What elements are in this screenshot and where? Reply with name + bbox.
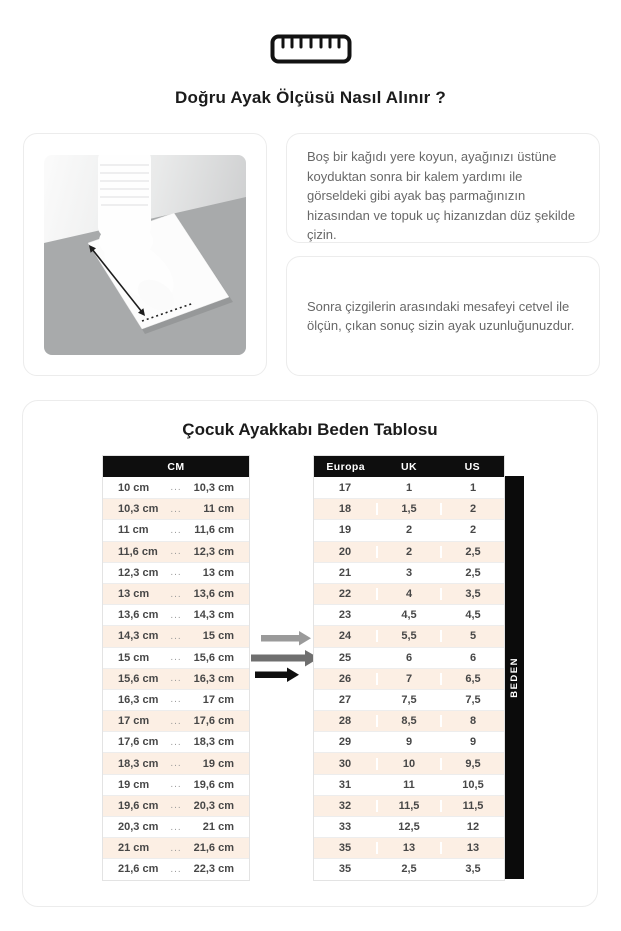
range-dots: ... bbox=[170, 736, 182, 748]
table-row bbox=[103, 689, 249, 710]
cm-from-value: 17,6 cm bbox=[118, 736, 159, 749]
uk-size: 6 bbox=[376, 652, 440, 664]
range-dots: ... bbox=[170, 524, 182, 536]
us-size: 7,5 bbox=[440, 694, 504, 706]
uk-size: 3 bbox=[376, 567, 440, 579]
cm-to-value: 13,6 cm bbox=[193, 588, 234, 601]
europa-size: 32 bbox=[338, 799, 352, 812]
us-size: 9 bbox=[440, 736, 504, 748]
cm-to-value: 13 cm bbox=[202, 566, 234, 579]
uk-size: 1 bbox=[376, 482, 440, 494]
cm-table-header bbox=[103, 456, 249, 477]
table-row bbox=[314, 858, 504, 879]
cm-to-value: 16,3 cm bbox=[193, 672, 234, 685]
instruction-step-1-text: Boş bir kağıdı yere koyun, ayağınızı üstüne koyduktan sonra bir kalem yardımı ile görseldeki gibi ayak baş parmağınızın hizasından ve topuk uç hizanızdan düz şekilde çizin. bbox=[307, 149, 576, 242]
europa-size: 25 bbox=[338, 651, 352, 664]
europa-size: 35 bbox=[338, 863, 352, 876]
cm-to-value: 11,6 cm bbox=[194, 524, 234, 537]
us-size: 12 bbox=[440, 821, 504, 833]
uk-size: 2 bbox=[376, 524, 440, 536]
table-row bbox=[314, 710, 504, 731]
instruction-step-2 bbox=[286, 256, 600, 376]
cm-to-value: 18,3 cm bbox=[193, 736, 234, 749]
us-size: 13 bbox=[440, 842, 504, 854]
europa-size: 17 bbox=[338, 481, 352, 494]
cm-to-value: 22,3 cm bbox=[193, 863, 234, 876]
cm-from-value: 13,6 cm bbox=[118, 609, 159, 622]
cm-table bbox=[102, 455, 250, 881]
uk-size: 5,5 bbox=[376, 630, 440, 642]
europa-size: 24 bbox=[338, 630, 352, 643]
range-dots: ... bbox=[170, 694, 182, 706]
foot-measurement-photo bbox=[44, 155, 246, 355]
range-dots: ... bbox=[170, 503, 182, 515]
table-row bbox=[103, 562, 249, 583]
us-size: 4,5 bbox=[440, 609, 504, 621]
uk-size: 9 bbox=[376, 736, 440, 748]
europa-size: 26 bbox=[338, 672, 352, 685]
foot-photo-card bbox=[23, 133, 267, 376]
uk-size: 13 bbox=[376, 842, 440, 854]
cm-to-value: 15,6 cm bbox=[193, 651, 234, 664]
cm-from-value: 20,3 cm bbox=[118, 821, 159, 834]
table-row bbox=[103, 583, 249, 604]
cm-from-value: 11 cm bbox=[118, 524, 149, 537]
table-row bbox=[314, 477, 504, 498]
table-row bbox=[314, 519, 504, 540]
cm-to-value: 12,3 cm bbox=[193, 545, 234, 558]
table-row bbox=[314, 583, 504, 604]
table-row bbox=[103, 837, 249, 858]
uk-size: 1,5 bbox=[376, 503, 440, 515]
uk-size: 4,5 bbox=[376, 609, 440, 621]
table-row bbox=[103, 752, 249, 773]
page-title: Doğru Ayak Ölçüsü Nasıl Alınır ? bbox=[175, 88, 446, 107]
table-row bbox=[314, 731, 504, 752]
cm-from-value: 16,3 cm bbox=[118, 693, 159, 706]
us-size: 2 bbox=[440, 524, 504, 536]
table-row bbox=[314, 816, 504, 837]
europa-size: 27 bbox=[338, 693, 352, 706]
europa-size: 20 bbox=[338, 545, 352, 558]
table-row bbox=[314, 795, 504, 816]
range-dots: ... bbox=[170, 863, 182, 875]
table-row bbox=[314, 752, 504, 773]
international-size-table bbox=[313, 455, 505, 881]
table-row bbox=[103, 710, 249, 731]
range-dots: ... bbox=[170, 779, 182, 791]
instruction-step-1 bbox=[286, 133, 600, 243]
header-us: US bbox=[464, 460, 481, 473]
cm-from-value: 15 cm bbox=[118, 651, 150, 664]
us-size: 6,5 bbox=[440, 673, 504, 685]
us-size: 10,5 bbox=[440, 779, 504, 791]
range-dots: ... bbox=[170, 673, 182, 685]
us-size: 9,5 bbox=[440, 758, 504, 770]
range-dots: ... bbox=[170, 800, 182, 812]
header-europa: Europa bbox=[326, 460, 365, 473]
table-row bbox=[314, 625, 504, 646]
us-size: 5 bbox=[440, 630, 504, 642]
europa-size: 35 bbox=[338, 842, 352, 855]
europa-size: 31 bbox=[338, 778, 352, 791]
europa-size: 28 bbox=[338, 715, 352, 728]
range-dots: ... bbox=[170, 821, 182, 833]
table-row bbox=[103, 774, 249, 795]
europa-size: 18 bbox=[338, 503, 352, 516]
cm-to-value: 21 cm bbox=[202, 821, 234, 834]
europa-size: 19 bbox=[338, 524, 352, 537]
cm-from-value: 14,3 cm bbox=[118, 630, 159, 643]
range-dots: ... bbox=[170, 588, 182, 600]
us-size: 6 bbox=[440, 652, 504, 664]
us-size: 3,5 bbox=[440, 863, 504, 875]
cm-from-value: 11,6 cm bbox=[118, 545, 158, 558]
uk-size: 2,5 bbox=[376, 863, 440, 875]
table-row bbox=[103, 498, 249, 519]
beden-label: BEDEN bbox=[509, 657, 520, 698]
europa-size: 22 bbox=[338, 588, 352, 601]
size-chart-title: Çocuk Ayakkabı Beden Tablosu bbox=[182, 420, 438, 439]
table-row bbox=[103, 858, 249, 879]
range-dots: ... bbox=[170, 758, 182, 770]
us-size: 2,5 bbox=[440, 567, 504, 579]
uk-size: 8,5 bbox=[376, 715, 440, 727]
transfer-arrows-icon bbox=[249, 630, 321, 687]
cm-from-value: 18,3 cm bbox=[118, 757, 159, 770]
cm-from-value: 21 cm bbox=[118, 842, 150, 855]
range-dots: ... bbox=[170, 652, 182, 664]
table-row bbox=[103, 795, 249, 816]
cm-to-value: 21,6 cm bbox=[193, 842, 234, 855]
cm-to-value: 20,3 cm bbox=[193, 799, 234, 812]
table-row bbox=[103, 519, 249, 540]
cm-header-label: CM bbox=[167, 460, 185, 473]
cm-to-value: 17,6 cm bbox=[193, 715, 234, 728]
cm-to-value: 17 cm bbox=[202, 693, 234, 706]
cm-from-value: 17 cm bbox=[118, 715, 150, 728]
uk-size: 7,5 bbox=[376, 694, 440, 706]
cm-to-value: 19,6 cm bbox=[193, 778, 234, 791]
europa-size: 33 bbox=[338, 821, 352, 834]
us-size: 2,5 bbox=[440, 546, 504, 558]
beden-bar bbox=[505, 476, 524, 879]
table-row bbox=[314, 541, 504, 562]
cm-to-value: 19 cm bbox=[202, 757, 234, 770]
cm-from-value: 19,6 cm bbox=[118, 799, 159, 812]
range-dots: ... bbox=[170, 715, 182, 727]
cm-from-value: 15,6 cm bbox=[118, 672, 159, 685]
instruction-step-2-text: Sonra çizgilerin arasındaki mesafeyi cetvel ile ölçün, çıkan sonuç sizin ayak uzunluğunuzdur. bbox=[307, 298, 575, 333]
cm-from-value: 21,6 cm bbox=[118, 863, 159, 876]
cm-to-value: 15 cm bbox=[202, 630, 234, 643]
table-row bbox=[314, 668, 504, 689]
cm-from-value: 10 cm bbox=[118, 481, 150, 494]
europa-size: 23 bbox=[338, 609, 352, 622]
us-size: 11,5 bbox=[440, 800, 504, 812]
us-size: 3,5 bbox=[440, 588, 504, 600]
cm-from-value: 10,3 cm bbox=[118, 503, 159, 516]
uk-size: 2 bbox=[376, 546, 440, 558]
cm-from-value: 12,3 cm bbox=[118, 566, 159, 579]
table-row bbox=[103, 647, 249, 668]
uk-size: 7 bbox=[376, 673, 440, 685]
table-row bbox=[314, 562, 504, 583]
range-dots: ... bbox=[170, 630, 182, 642]
europa-size: 21 bbox=[338, 566, 352, 579]
table-row bbox=[103, 816, 249, 837]
cm-to-value: 14,3 cm bbox=[193, 609, 234, 622]
range-dots: ... bbox=[170, 546, 182, 558]
us-size: 1 bbox=[440, 482, 504, 494]
uk-size: 11 bbox=[376, 779, 440, 791]
table-row bbox=[314, 604, 504, 625]
table-row bbox=[314, 689, 504, 710]
range-dots: ... bbox=[170, 842, 182, 854]
header-uk: UK bbox=[401, 460, 417, 473]
range-dots: ... bbox=[170, 567, 182, 579]
table-row bbox=[314, 837, 504, 858]
table-row bbox=[314, 774, 504, 795]
range-dots: ... bbox=[170, 609, 182, 621]
table-row bbox=[314, 498, 504, 519]
europa-size: 29 bbox=[338, 736, 352, 749]
table-row bbox=[314, 647, 504, 668]
cm-from-value: 19 cm bbox=[118, 778, 150, 791]
uk-size: 12,5 bbox=[376, 821, 440, 833]
europa-size: 30 bbox=[338, 757, 352, 770]
table-row bbox=[103, 625, 249, 646]
uk-size: 10 bbox=[376, 758, 440, 770]
table-row bbox=[103, 477, 249, 498]
size-table-header bbox=[314, 456, 504, 477]
cm-to-value: 11 cm bbox=[203, 503, 234, 516]
size-table-rows bbox=[314, 477, 504, 880]
table-row bbox=[103, 604, 249, 625]
ruler-icon bbox=[0, 34, 621, 69]
uk-size: 4 bbox=[376, 588, 440, 600]
cm-to-value: 10,3 cm bbox=[193, 481, 234, 494]
table-row bbox=[103, 668, 249, 689]
table-row bbox=[103, 541, 249, 562]
us-size: 8 bbox=[440, 715, 504, 727]
uk-size: 11,5 bbox=[376, 800, 440, 812]
cm-from-value: 13 cm bbox=[118, 588, 150, 601]
table-row bbox=[103, 731, 249, 752]
cm-table-rows bbox=[103, 477, 249, 880]
range-dots: ... bbox=[170, 482, 182, 494]
us-size: 2 bbox=[440, 503, 504, 515]
